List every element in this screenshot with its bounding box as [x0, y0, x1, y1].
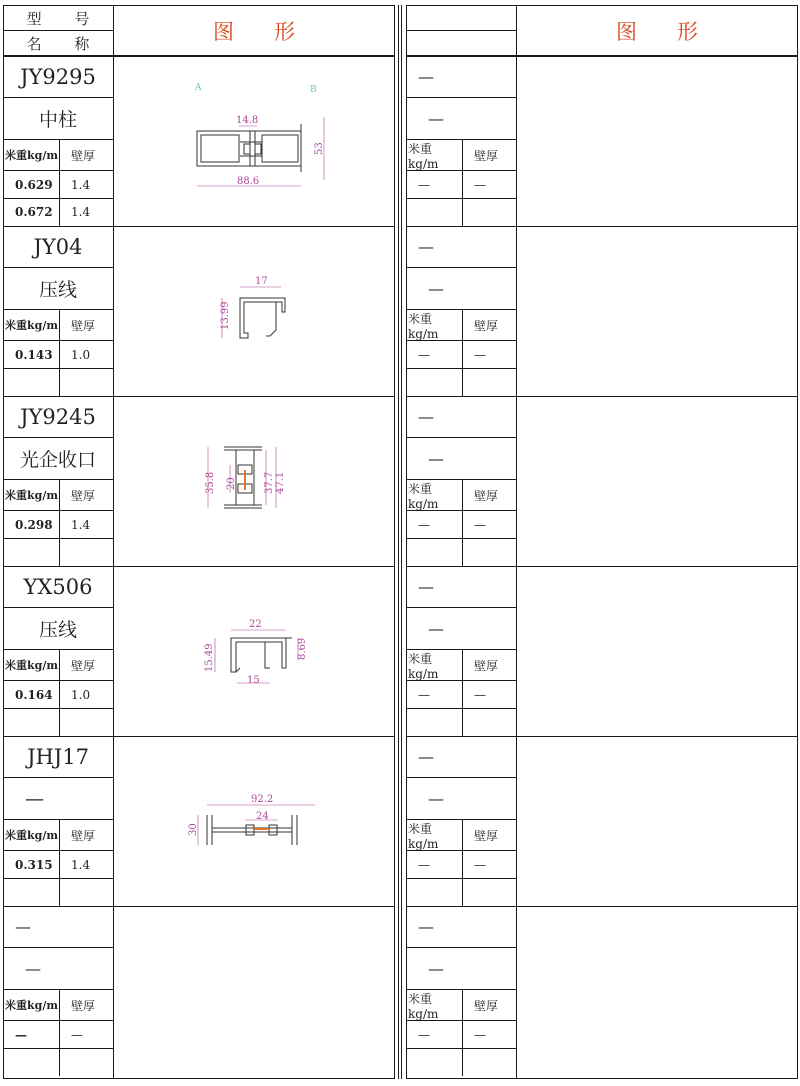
grid-line [3, 566, 394, 567]
dim-label: 35.8 [205, 471, 216, 494]
grid-line [406, 1078, 797, 1079]
grid-line [3, 368, 113, 369]
grid-line [406, 1048, 516, 1049]
grid-line [406, 736, 797, 737]
profile-jy9245-drawing [224, 447, 262, 508]
grid-line [3, 56, 394, 57]
grid-line [406, 198, 516, 199]
grid-line [3, 139, 113, 140]
grid-line [406, 708, 516, 709]
profile-jhj17-drawing [207, 815, 297, 845]
grid-line [406, 1020, 516, 1021]
grid-line [516, 5, 517, 1079]
weight-label: 米重kg/m [5, 999, 58, 1012]
right-model-code: — [418, 407, 434, 426]
right-product-name: — [428, 619, 444, 638]
grid-line [3, 538, 113, 539]
product-name: 中柱 [38, 109, 77, 131]
grid-line [462, 139, 463, 226]
thickness-label: 壁厚 [71, 998, 96, 1013]
grid-line [406, 267, 516, 268]
grid-line [406, 878, 516, 879]
grid-line [406, 989, 516, 990]
dim-label: 15.49 [204, 643, 215, 672]
grid-line [406, 566, 797, 567]
grid-line [406, 97, 516, 98]
dim-label: 88.6 [237, 176, 260, 187]
grid-line [406, 850, 516, 851]
dim-label: 15 [247, 675, 260, 686]
grid-line [3, 170, 113, 171]
thickness-value: 1.0 [71, 347, 91, 362]
grid-line [462, 819, 463, 906]
weight-value: 0.315 [15, 857, 53, 872]
weight-label: 米重kg/m [408, 141, 439, 171]
thickness-label: 壁厚 [71, 828, 96, 843]
dim-label: 30 [188, 823, 199, 836]
weight-value: 0.298 [15, 517, 53, 532]
grid-line [3, 1048, 113, 1049]
grid-line [3, 850, 113, 851]
thickness-label: 壁厚 [474, 828, 499, 843]
dim-label: 47.1 [275, 471, 286, 494]
grid-line [3, 736, 394, 737]
point-label: A [195, 83, 202, 93]
grid-line [3, 510, 113, 511]
thickness-value: 1.4 [71, 177, 91, 192]
grid-line [3, 989, 113, 990]
weight-label: 米重kg/m [5, 319, 58, 332]
weight-label: 米重kg/m [5, 489, 58, 502]
grid-line [3, 437, 113, 438]
thickness-value: 1.4 [71, 205, 91, 219]
thickness-value: — [474, 687, 486, 702]
grid-line [406, 340, 516, 341]
grid-line [406, 777, 516, 778]
grid-line [406, 479, 516, 480]
weight-value: — [418, 687, 430, 702]
grid-line [3, 97, 113, 98]
dim-label: 14.8 [236, 115, 259, 126]
grid-line [113, 5, 114, 1079]
weight-value: — [418, 177, 430, 192]
grid-line [394, 5, 395, 1079]
weight-label: 米重kg/m [408, 651, 439, 681]
thickness-label: 壁厚 [474, 148, 499, 163]
grid-line [406, 819, 516, 820]
dim-label: 13.99 [220, 301, 231, 330]
grid-line [462, 989, 463, 1076]
grid-line [406, 437, 516, 438]
product-name: 光企收口 [19, 449, 96, 471]
weight-label: 米重kg/m [408, 991, 439, 1021]
thickness-label: 壁厚 [474, 488, 499, 503]
grid-line [3, 777, 113, 778]
grid-line [59, 649, 60, 736]
thickness-label: 壁厚 [71, 148, 96, 163]
grid-line [406, 906, 797, 907]
model-code: JY04 [33, 234, 83, 259]
grid-line [3, 309, 113, 310]
product-name: 压线 [38, 619, 77, 641]
grid-line [797, 5, 798, 1079]
figure-header-right: 图 形 [615, 19, 699, 44]
grid-line [3, 1020, 113, 1021]
grid-line [3, 5, 394, 6]
grid-line [3, 340, 113, 341]
grid-line [3, 947, 113, 948]
grid-line [462, 309, 463, 396]
grid-line [406, 649, 516, 650]
thickness-label: 壁厚 [474, 658, 499, 673]
grid-line [3, 267, 113, 268]
grid-line [462, 649, 463, 736]
weight-value: — [418, 347, 430, 362]
grid-line [3, 30, 113, 31]
model-code: JHJ17 [27, 744, 89, 769]
right-model-code: — [418, 67, 434, 86]
grid-line [406, 396, 797, 397]
grid-line [3, 226, 394, 227]
figure-header-left: 图 形 [212, 19, 296, 44]
grid-line [3, 198, 113, 199]
weight-label: 米重kg/m [408, 481, 439, 511]
grid-line [406, 226, 797, 227]
weight-label: 米重kg/m [5, 149, 58, 162]
point-label: B [310, 85, 317, 95]
right-product-name: — [428, 449, 444, 468]
right-model-code: — [418, 577, 434, 596]
grid-line [3, 396, 394, 397]
weight-value: — [418, 857, 430, 872]
right-model-code: — [418, 747, 434, 766]
product-name: — [25, 959, 41, 978]
weight-value: 0.143 [15, 347, 53, 362]
right-model-code: — [418, 917, 434, 936]
weight-value: 0.629 [15, 177, 53, 192]
orange-strip [244, 470, 246, 490]
weight-label: 米重kg/m [5, 659, 58, 672]
model-code: YX506 [23, 574, 93, 599]
grid-line [406, 5, 407, 1079]
grid-line [406, 56, 797, 57]
thickness-value: — [474, 1027, 486, 1042]
grid-line [406, 170, 516, 171]
grid-line [59, 479, 60, 566]
right-product-name: — [428, 789, 444, 808]
grid-line [406, 30, 516, 31]
weight-label: 米重kg/m [408, 311, 439, 341]
thickness-value: 1.4 [71, 857, 91, 872]
right-model-header [406, 6, 516, 30]
grid-line [3, 649, 113, 650]
thickness-label: 壁厚 [71, 488, 96, 503]
grid-line [59, 139, 60, 226]
grid-line [3, 819, 113, 820]
right-model-code: — [418, 237, 434, 256]
dim-label: 24 [256, 811, 269, 822]
weight-label: 米重kg/m [5, 829, 58, 842]
grid-line [3, 5, 4, 1079]
model-code: JY9295 [20, 64, 96, 89]
dim-label: 20 [226, 477, 237, 490]
weight-value: 0.672 [15, 205, 53, 219]
product-name: — [25, 787, 44, 810]
profile-yx506-drawing [231, 638, 292, 672]
grid-line [59, 819, 60, 906]
grid-line [406, 309, 516, 310]
grid-line [406, 947, 516, 948]
right-product-name: — [428, 959, 444, 978]
thickness-label: 壁厚 [71, 318, 96, 333]
thickness-label: 壁厚 [474, 318, 499, 333]
dim-label: 92.2 [251, 794, 274, 805]
thickness-value: 1.0 [71, 687, 91, 702]
grid-line [406, 680, 516, 681]
dim-label: 8.69 [297, 637, 308, 660]
profile-jy04-drawing [240, 298, 285, 338]
grid-line [3, 878, 113, 879]
grid-line [398, 5, 399, 1079]
grid-line [3, 906, 394, 907]
weight-label: 米重kg/m [408, 821, 439, 851]
grid-line [406, 538, 516, 539]
name-header-label: 名 称 [26, 34, 104, 53]
thickness-label: 壁厚 [71, 658, 96, 673]
grid-line [406, 368, 516, 369]
weight-value: — [15, 1027, 27, 1042]
thickness-label: 壁厚 [474, 998, 499, 1013]
right-product-name: — [428, 109, 444, 128]
grid-line [406, 139, 516, 140]
model-code: JY9245 [20, 404, 96, 429]
weight-value: — [418, 517, 430, 532]
thickness-value: — [474, 857, 486, 872]
profile-jy9295-drawing [197, 124, 301, 172]
thickness-value: — [474, 517, 486, 532]
dim-label: 53 [314, 142, 325, 155]
grid-line [406, 607, 516, 608]
model-code: — [15, 917, 31, 936]
grid-line [3, 708, 113, 709]
grid-line [406, 510, 516, 511]
thickness-value: 1.4 [71, 517, 91, 532]
grid-line [406, 5, 797, 6]
dim-label: 17 [255, 276, 268, 287]
grid-line [3, 607, 113, 608]
thickness-value: — [474, 177, 486, 192]
grid-line [59, 989, 60, 1076]
grid-line [59, 309, 60, 396]
orange-strip [254, 828, 269, 830]
thickness-value: — [474, 347, 486, 362]
dim-label: 22 [249, 619, 262, 630]
right-product-name: — [428, 279, 444, 298]
grid-line [3, 680, 113, 681]
grid-line [3, 1078, 394, 1079]
model-header-label: 型 号 [26, 9, 104, 28]
product-name: 压线 [38, 279, 77, 301]
weight-value: 0.164 [15, 687, 53, 702]
thickness-value: — [71, 1027, 83, 1042]
grid-line [462, 479, 463, 566]
grid-line [401, 5, 402, 1079]
grid-line [3, 479, 113, 480]
dim-label: 37.7 [264, 471, 275, 494]
weight-value: — [418, 1027, 430, 1042]
